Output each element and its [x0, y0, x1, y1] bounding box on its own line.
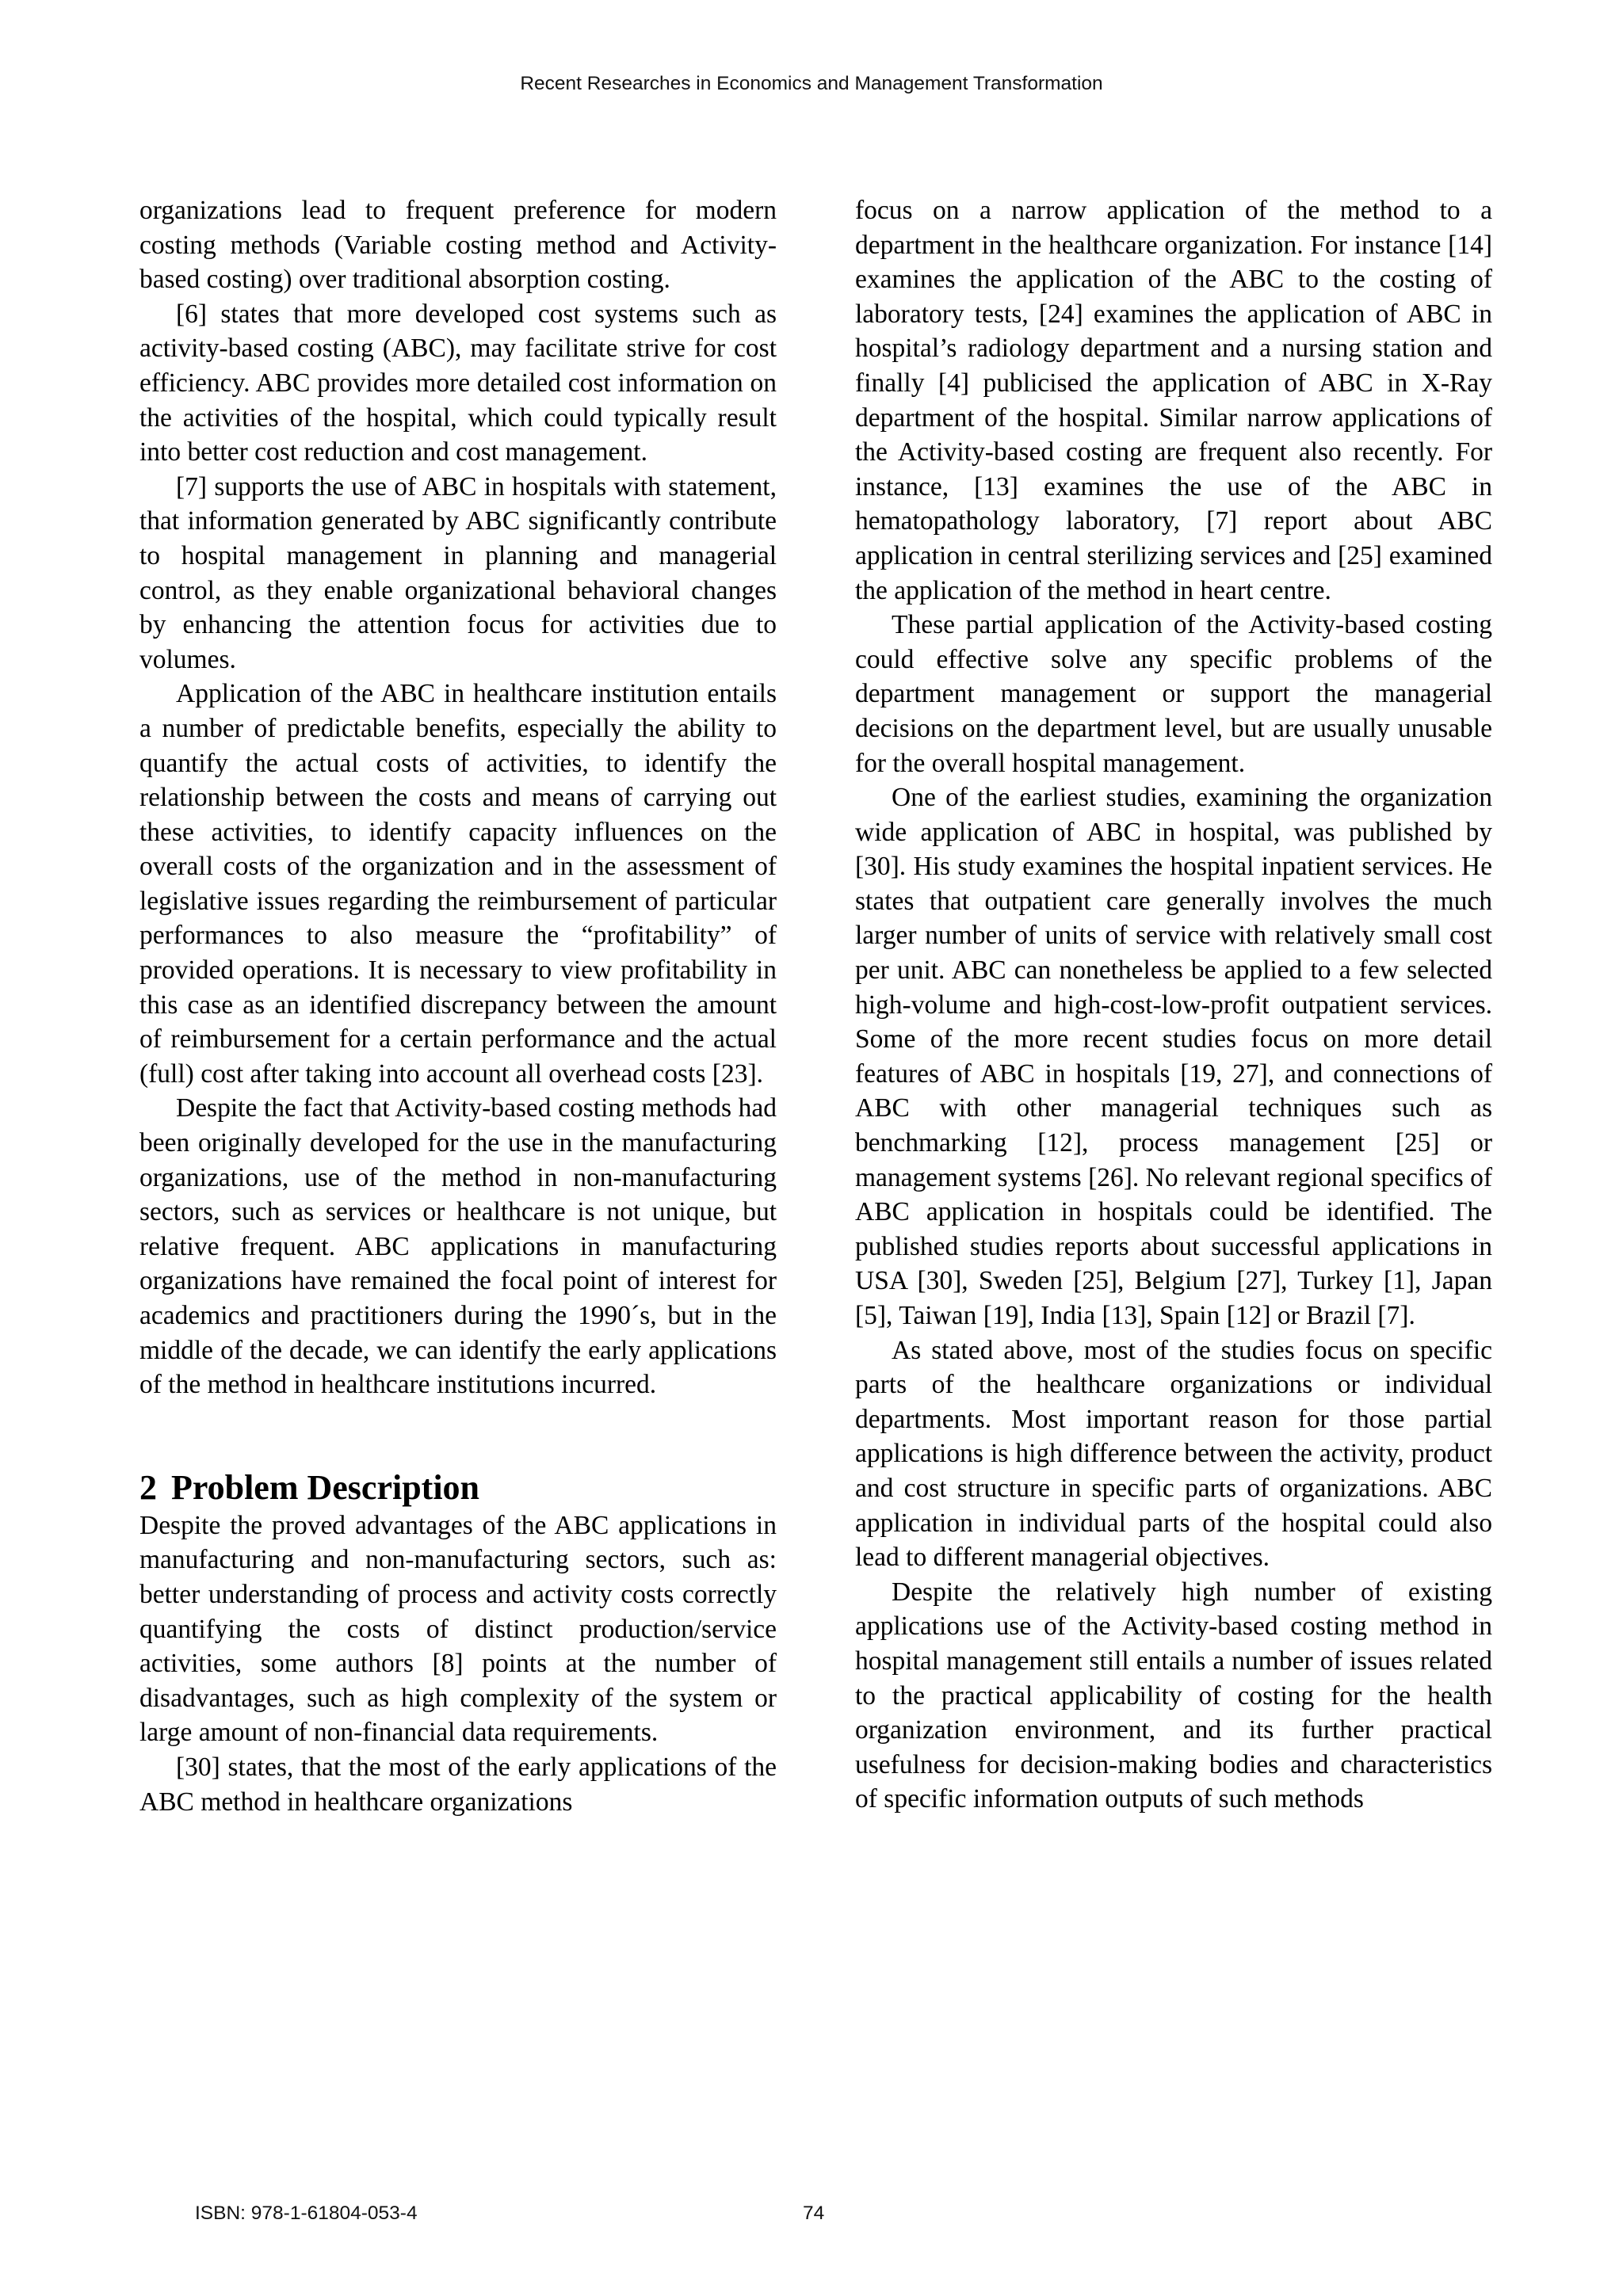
paragraph: Despite the relatively high number of existing applications use of the Activity-based costing method in hospital management still entails a number of issues related to the practical applicability of costing for the health organization environment, and its further practical usefulness for decision-making bodies and characteristics of specific information outputs of such methods [855, 1577, 1492, 1814]
paragraph: [6] states that more developed cost systems such as activity-based costing (ABC), may facilitate strive for cost efficiency. ABC provides more detailed cost information on the activities of the hospital, which could typically result into better cost reduction and cost management. [139, 299, 777, 467]
running-header: Recent Researches in Economics and Management Transformation [520, 73, 1103, 94]
left-column [139, 193, 777, 1819]
page-number: 74 [803, 2203, 825, 2224]
paragraph: Application of the ABC in healthcare institution entails a number of predictable benefits, especially the ability to quantify the actual costs of activities, to identify the relationship between the costs and means of carrying out these activities, to identify capacity influences on the overall costs of the organization and in the assessment of legislative issues regarding the reimbursement of particular performances to also measure the “profitability” of provided operations. It is necessary to view profitability in this case as an identified discrepancy between the amount of reimbursement for a certain performance and the actual (full) cost after taking into account all overhead costs [23]. [139, 679, 777, 1089]
section-title: Problem Description [171, 1467, 480, 1507]
section-number: 2 [139, 1467, 157, 1507]
paragraph: Despite the proved advantages of the ABC applications in manufacturing and non-manufacturing sectors, such as: better understanding of process and activity costs correctly quantifying the costs of distinct production/service activities, some authors [8] points at the number of disadvantages, such as high complexity of the system or large amount of non-financial data requirements. [139, 1510, 777, 1748]
paragraph: organizations lead to frequent preference for modern costing methods (Variable costing method and Activity-based costing) over traditional absorption costing. [139, 196, 777, 295]
paragraph: [30] states, that the most of the early applications of the ABC method in healthcare organizations [139, 1752, 777, 1817]
paragraph: These partial application of the Activity-based costing could effective solve any specific problems of the department management or support the managerial decisions on the department level, but are usually unusable for the overall hospital management. [855, 610, 1492, 778]
paragraph: Despite the fact that Activity-based costing methods had been originally developed for the use in the manufacturing organizations, use of the method in non-manufacturing sectors, such as services or healthcare is not unique, but relative frequent. ABC applications in manufacturing organizations have remained the focal point of interest for academics and practitioners during the 1990´s, but in the middle of the decade, we can identify the early applications of the method in healthcare institutions incurred. [139, 1093, 777, 1400]
paragraph: As stated above, most of the studies focus on specific parts of the healthcare organizations or individual departments. Most important reason for those partial applications is high difference between the activity, product and cost structure in specific parts of organizations. ABC application in individual parts of the hospital could also lead to different managerial objectives. [855, 1335, 1492, 1573]
right-column [855, 193, 1492, 1817]
paragraph: focus on a narrow application of the method to a department in the healthcare organization. For instance [14] examines the application of the ABC to the costing of laboratory tests, [24] examines the application of ABC in hospital’s radiology department and a nursing station and finally [4] publicised the application of ABC in X-Ray department of the hospital. Similar narrow applications of the Activity-based costing are frequent also recently. For instance, [13] examines the use of the ABC in hematopathology laboratory, [7] report about ABC application in central sterilizing services and [25] examined the application of the method in heart centre. [855, 196, 1492, 605]
footer-isbn: ISBN: 978-1-61804-053-4 [195, 2203, 418, 2224]
section-heading [139, 1467, 777, 1508]
paragraph: [7] supports the use of ABC in hospitals with statement, that information generated by ABC significantly contribute to hospital management in planning and managerial control, as they enable organizational behavioral changes by enhancing the attention focus for activities due to volumes. [139, 471, 777, 674]
paragraph: One of the earliest studies, examining the organization wide application of ABC in hospital, was published by [30]. His study examines the hospital inpatient services. He states that outpatient care generally involves the much larger number of units of service with relatively small cost per unit. ABC can nonetheless be applied to a few selected high-volume and high-cost-low-profit outpatient services. Some of the more recent studies focus on more detail features of ABC in hospitals [19, 27], and connections of ABC with other managerial techniques such as benchmarking [12], process management [25] or management systems [26]. No relevant regional specifics of ABC application in hospitals could be identified. The published studies reports about successful applications in USA [30], Sweden [25], Belgium [27], Turkey [1], Japan [5], Taiwan [19], India [13], Spain [12] or Brazil [7]. [855, 783, 1492, 1330]
